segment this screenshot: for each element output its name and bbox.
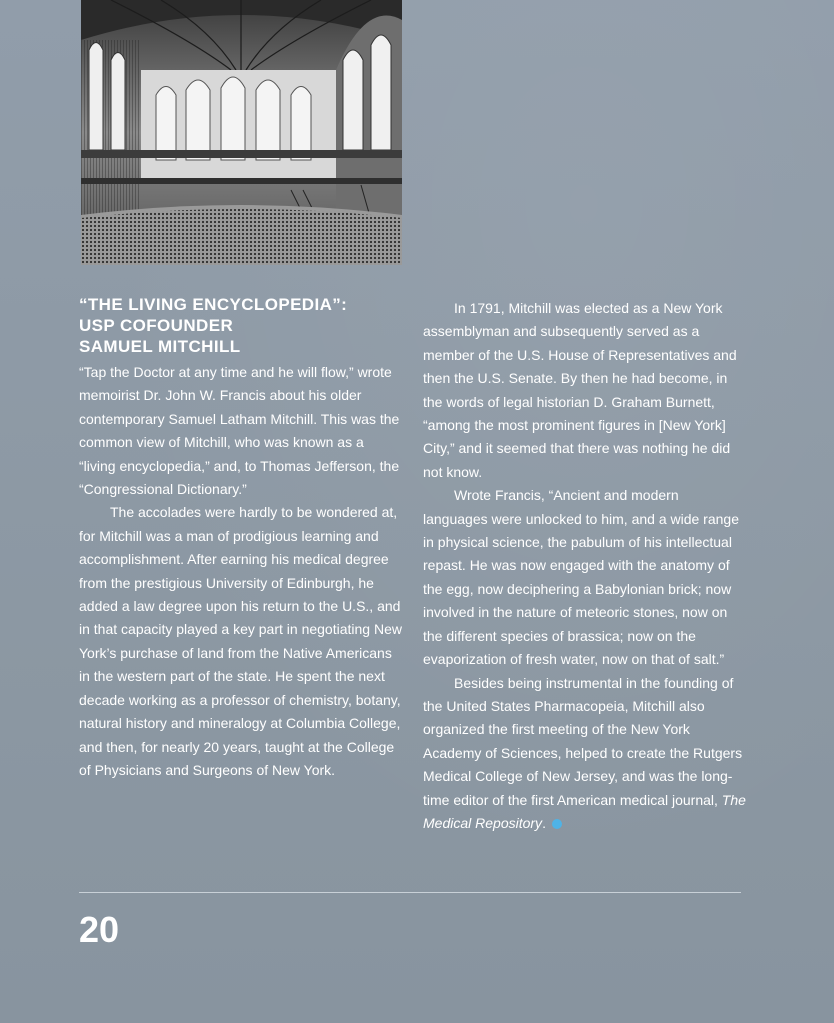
right-paragraph-2: Wrote Francis, “Ancient and modern languages were unlocked to him, and a wide range in physical science, the pabulum of his intellectual repast. He was now engaged with the anatomy of the egg, now deciphering a Babylonian brick; now involved in the nature of meteoric stones, now on the different species of brassica; now on the evaporization of fresh water, now on that of salt.”	[423, 487, 739, 668]
circle-bullet-icon	[552, 819, 562, 829]
journal-title: The Medical Repository	[423, 791, 746, 831]
right-paragraph-3-text: Besides being instrumental in the founding of the United States Pharmacopeia, Mitchill also organized the first meeting of the New York Academy of Sciences, helped to create the Rutgers Medical College of New Jersey, and was the long-time editor of the first American medical journal,	[423, 674, 743, 808]
right-paragraph-3	[423, 672, 747, 836]
headline-line-1: “THE LIVING ENCYCLOPEDIA”:	[79, 295, 348, 314]
gothic-hall-engraving-image	[81, 0, 402, 265]
headline-line-2: USP COFOUNDER	[79, 316, 234, 335]
left-paragraph-1: “Tap the Doctor at any time and he will flow,” wrote memoirist Dr. John W. Francis about his older contemporary Samuel Latham Mitchill. This was the common view of Mitchill, who was known as a “living encyclopedia,” and, to Thomas Jefferson, the “Congressional Dictionary.”	[79, 364, 400, 498]
right-paragraph-3-end: .	[542, 814, 546, 831]
left-paragraph-2: The accolades were hardly to be wondered at, for Mitchill was a man of prodigious learning and accomplishment. After earning his medical degree from the prestigious University of Edinburgh, he added a law degree upon his return to the U.S., and in that capacity played a key part in negotiating New York’s purchase of land from the Native Americans in the western part of the state. He spent the next decade working as a professor of chemistry, botany, natural history and mineralogy at Columbia College, and then, for nearly 20 years, taught at the College of Physicians and Surgeons of New York.	[79, 504, 402, 778]
right-paragraph-1: In 1791, Mitchill was elected as a New York assemblyman and subsequently served as a member of the U.S. House of Representatives and then the U.S. Senate. By then he had become, in the words of legal historian D. Graham Burnett, “among the most prominent figures in [New York] City,” and it seemed that there was nothing he did not know.	[423, 300, 737, 480]
headline-line-3: SAMUEL MITCHILL	[79, 337, 241, 356]
page-number: 20	[79, 909, 120, 950]
left-column	[79, 294, 403, 782]
footer-divider	[79, 892, 741, 893]
article-headline	[79, 294, 403, 357]
right-column	[423, 297, 747, 835]
